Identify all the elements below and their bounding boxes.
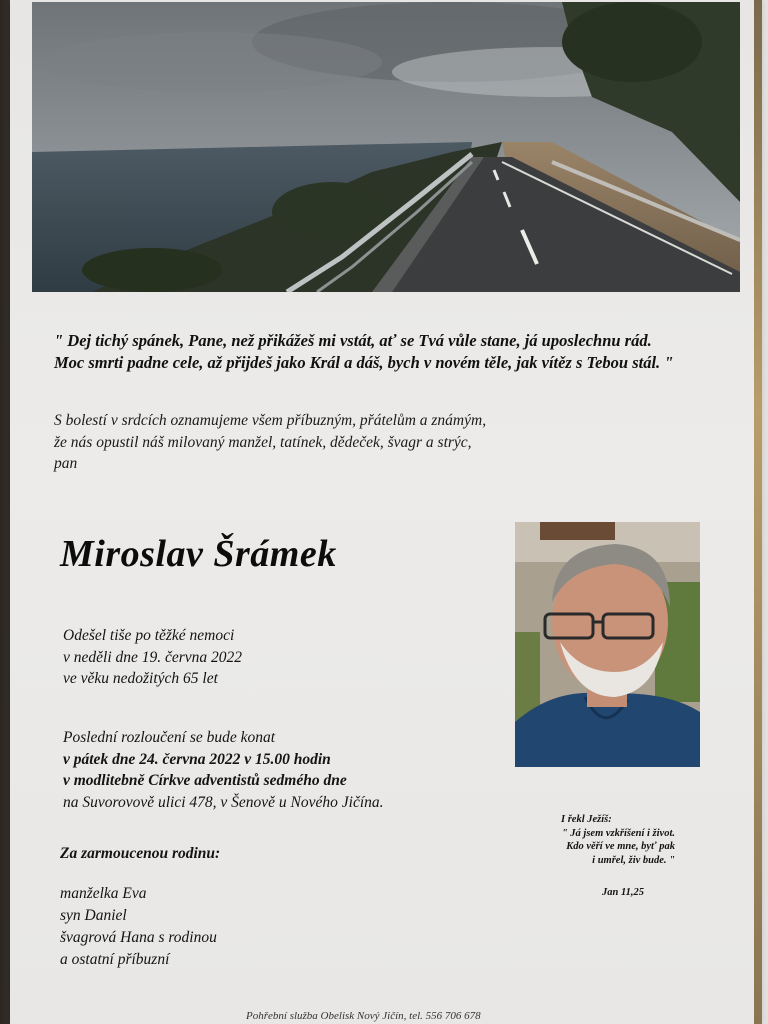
deceased-portrait-photo: [515, 522, 700, 767]
obituary-sheet: [10, 0, 762, 1024]
funeral-address: na Suvorovově ulici 478, v Šenově u Nového Jičína.: [63, 793, 384, 811]
announcement-line: S bolestí v srdcích oznamujeme všem příbuzným, přátelům a známým,: [54, 412, 487, 429]
death-info-line: Odešel tiše po těžké nemoci: [63, 627, 235, 644]
death-info-line: ve věku nedožitých 65 let: [63, 670, 218, 687]
deceased-name: Miroslav Šrámek: [60, 533, 337, 575]
verse-intro: I řekl Ježíš:: [561, 814, 612, 825]
death-info: [63, 625, 483, 690]
verse-line: Kdo věří ve mne, byť pak: [566, 841, 675, 852]
family-member: švagrová Hana s rodinou: [60, 929, 217, 946]
announcement-text: [54, 410, 614, 475]
family-member: a ostatní příbuzní: [60, 951, 170, 968]
quote-line: Moc smrti padne cele, až přijdeš jako Král a dáš, bych v novém těle, jak vítěz s Tebou stál. ": [54, 353, 674, 372]
funeral-details: [63, 727, 503, 813]
family-heading: Za zarmoucenou rodinu:: [60, 845, 221, 862]
funeral-date-time: v pátek dne 24. června 2022 v 15.00 hodin: [63, 750, 331, 768]
family-members-list: [60, 883, 360, 971]
verse-line: " Já jsem vzkříšení i život.: [561, 827, 675, 839]
announcement-line: pan: [54, 455, 78, 472]
funeral-intro: Poslední rozloučení se bude konat: [63, 729, 276, 746]
verse-line: i umřel, živ bude. ": [592, 854, 675, 866]
quote-line: " Dej tichý spánek, Pane, než přikážeš mi vstát, ať se Tvá vůle stane, já uposlechnu rád.: [54, 331, 652, 350]
bible-verse: [515, 813, 675, 867]
family-member: manželka Eva: [60, 885, 147, 902]
background-edge: [754, 0, 762, 1024]
verse-reference: Jan 11,25: [602, 887, 645, 898]
funeral-venue: v modlitebně Církve adventistů sedmého dne: [63, 772, 347, 789]
death-info-line: v neděli dne 19. června 2022: [63, 648, 243, 666]
announcement-line: že nás opustil náš milovaný manžel, tatínek, dědeček, švagr a strýc,: [54, 433, 472, 451]
memorial-quote: [54, 330, 744, 374]
funeral-service-footer: Pohřební služba Obelisk Nový Jičín, tel. 556 706 678: [246, 1010, 481, 1022]
family-member: syn Daniel: [60, 907, 127, 924]
coastal-road-photo: [32, 2, 740, 292]
